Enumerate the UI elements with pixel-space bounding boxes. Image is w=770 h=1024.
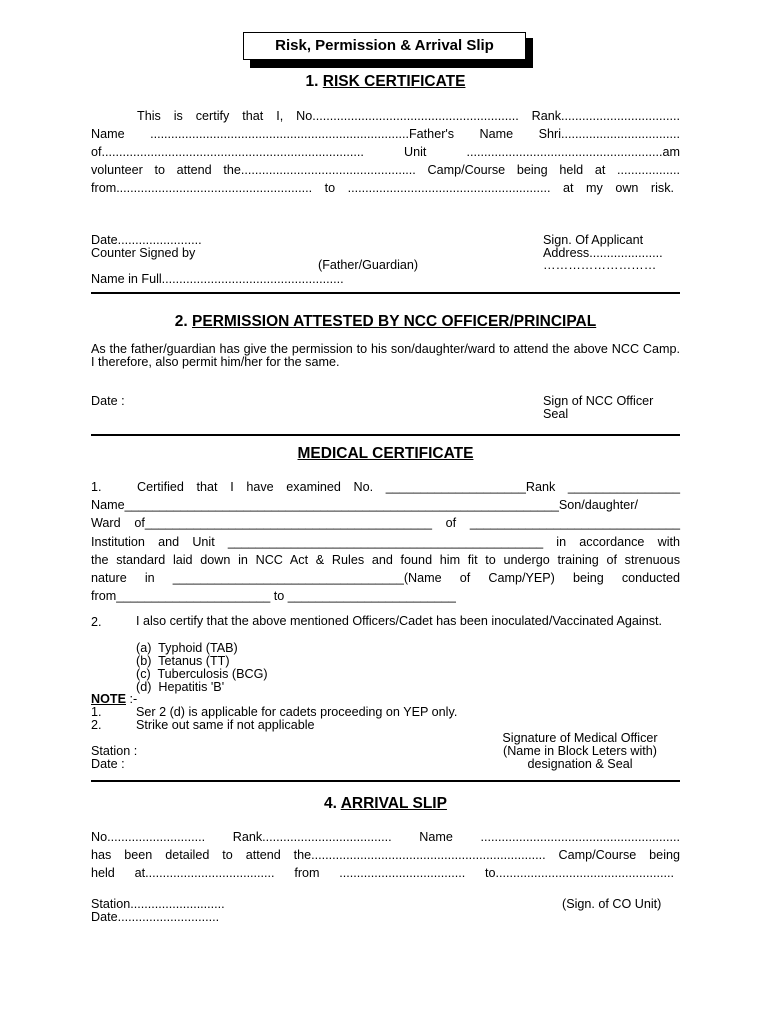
arrival-line-2: has been detailed to attend the................................................................... Camp/Course being: [91, 848, 680, 862]
arrival-date: Date.............................: [91, 910, 220, 924]
medical-heading: MEDICAL CERTIFICATE: [297, 445, 474, 462]
medical-line-5: the standard laid down in NCC Act & Rules and found him fit to undergo training of strenuous: [91, 553, 680, 567]
arrival-line-3: held at..................................... from .................................... to...................................................: [91, 866, 674, 880]
permission-seal: Seal: [543, 407, 569, 421]
arrival-line-1: No............................ Rank..................................... Name .........................................................: [91, 830, 680, 844]
divider-3: [91, 780, 680, 782]
risk-line-2: Name ..........................................................................Father's Name Shri..................................: [91, 127, 680, 141]
medical-line-4: Institution and Unit _____________________________________________ in accordance with: [91, 535, 680, 549]
note-1-text: Ser 2 (d) is applicable for cadets proceeding on YEP only.: [136, 705, 458, 719]
form-title: Risk, Permission & Arrival Slip: [243, 32, 526, 60]
medical-item2-num: 2.: [91, 615, 102, 629]
medical-line-2: Name______________________________________________________________Son/daughter/: [91, 498, 638, 512]
risk-address-dots: ………………………: [543, 258, 657, 272]
risk-heading: 1. RISK CERTIFICATE: [305, 73, 466, 90]
vaccine-c: (c) Tuberculosis (BCG): [136, 667, 268, 681]
risk-address: Address.....................: [543, 246, 663, 260]
divider-2: [91, 434, 680, 436]
risk-line-4: volunteer to attend the.................................................. Camp/Course being held at ..................: [91, 163, 680, 177]
arrival-heading: 4. ARRIVAL SLIP: [324, 795, 447, 812]
sig-medical-officer: Signature of Medical Officer: [502, 731, 658, 745]
permission-sign-officer: Sign of NCC Officer: [543, 394, 654, 408]
permission-heading: 2. PERMISSION ATTESTED BY NCC OFFICER/PRINCIPAL: [174, 313, 597, 330]
medical-station: Station :: [91, 744, 138, 758]
note-2-text: Strike out same if not applicable: [136, 718, 315, 732]
note-1-num: 1.: [91, 705, 102, 719]
vaccine-a: (a) Typhoid (TAB): [136, 641, 238, 655]
medical-line-6: nature in _________________________________(Name of Camp/YEP) being conducted: [91, 571, 680, 585]
medical-item1-num: 1.: [91, 480, 102, 494]
risk-line-5: from........................................................ to .......................................................... at my own risk.: [91, 181, 674, 195]
sig-block-letters: (Name in Block Leters with): [503, 744, 657, 758]
risk-date: Date........................: [91, 233, 202, 247]
risk-name-in-full: Name in Full....................................................: [91, 272, 344, 286]
risk-line-3: of........................................................................... Unit ........................................................am: [91, 145, 680, 159]
medical-line-3: Ward of_________________________________________ of ______________________________: [91, 516, 680, 530]
medical-item2-text: I also certify that the above mentioned Officers/Cadet has been inoculated/Vaccinated Against.: [136, 614, 662, 628]
note-2-num: 2.: [91, 718, 102, 732]
medical-line-7: from______________________ to ________________________: [91, 589, 456, 603]
vaccine-b: (b) Tetanus (TT): [136, 654, 230, 668]
risk-father-guardian: (Father/Guardian): [318, 258, 419, 272]
arrival-station: Station...........................: [91, 897, 225, 911]
risk-line-1: This is certify that I, No........................................................... Rank..................................: [137, 109, 680, 123]
sig-designation: designation & Seal: [527, 757, 633, 771]
arrival-sign-co: (Sign. of CO Unit): [562, 897, 662, 911]
permission-date: Date :: [91, 394, 125, 408]
divider-1: [91, 292, 680, 294]
permission-text: As the father/guardian has give the permission to his son/daughter/ward to attend the above NCC Camp. I therefore, also permit him/her for the same.: [91, 342, 680, 369]
risk-sign-applicant: Sign. Of Applicant: [543, 233, 644, 247]
risk-counter-signed: Counter Signed by: [91, 246, 196, 260]
note-label: NOTE :-: [91, 692, 138, 706]
medical-date: Date :: [91, 757, 125, 771]
vaccine-d: (d) Hepatitis 'B': [136, 680, 225, 694]
medical-line-1: Certified that I have examined No. ____________________Rank ________________: [137, 480, 680, 494]
